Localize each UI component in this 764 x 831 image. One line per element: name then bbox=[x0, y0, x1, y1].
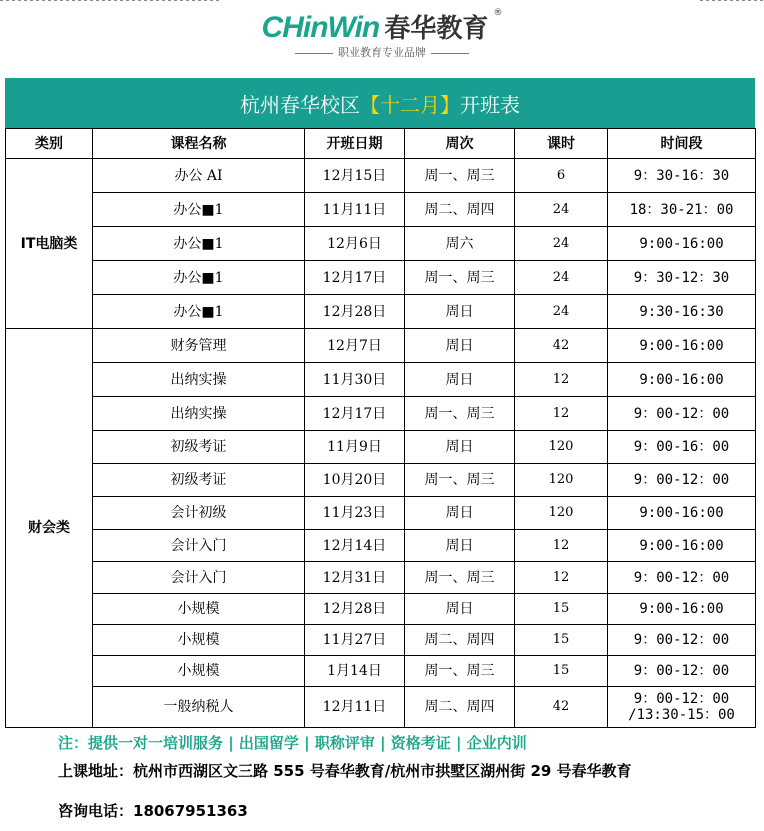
date-cell: 11月30日 bbox=[305, 363, 405, 397]
date-cell: 12月14日 bbox=[305, 530, 405, 562]
time-cell: 9：00-12：00 bbox=[608, 562, 756, 594]
time-cell: 9：00-16：00 bbox=[608, 431, 756, 464]
date-cell: 11月11日 bbox=[305, 193, 405, 227]
hours-cell: 15 bbox=[515, 594, 608, 625]
course-cell: 办公■1 bbox=[93, 193, 305, 227]
hours-cell: 24 bbox=[515, 227, 608, 261]
column-header: 时间段 bbox=[608, 129, 756, 159]
time-cell: 9:00-16:00 bbox=[608, 594, 756, 625]
time-cell: 9：00-12：00 bbox=[608, 625, 756, 656]
course-cell: 小规模 bbox=[93, 594, 305, 625]
course-cell: 小规模 bbox=[93, 656, 305, 687]
phone: 咨询电话：18067951363 bbox=[58, 802, 248, 820]
course-cell: 办公■1 bbox=[93, 227, 305, 261]
table-row bbox=[6, 329, 756, 363]
table-row bbox=[6, 562, 756, 594]
time-cell: 9：30-12：30 bbox=[608, 261, 756, 295]
table-body bbox=[6, 159, 756, 728]
course-cell: 办公■1 bbox=[93, 295, 305, 329]
hours-cell: 120 bbox=[515, 497, 608, 530]
column-header: 开班日期 bbox=[305, 129, 405, 159]
registered-mark: ® bbox=[493, 8, 503, 18]
hours-cell: 12 bbox=[515, 397, 608, 431]
top-dashed-line-left bbox=[0, 0, 220, 1]
time-cell: 9：30-16：30 bbox=[608, 159, 756, 193]
time-cell: 9:00-16:00 bbox=[608, 329, 756, 363]
date-cell: 11月23日 bbox=[305, 497, 405, 530]
table-header-row bbox=[6, 129, 756, 159]
top-dashed-line-right bbox=[700, 0, 764, 1]
weekday-cell: 周一、周三 bbox=[405, 159, 515, 193]
course-cell: 出纳实操 bbox=[93, 397, 305, 431]
hours-cell: 120 bbox=[515, 464, 608, 497]
time-cell: 9:00-16:00 bbox=[608, 497, 756, 530]
title-prefix: 杭州春华校区 bbox=[240, 92, 360, 117]
time-cell: 9：00-12：00 bbox=[608, 656, 756, 687]
course-cell: 办公■1 bbox=[93, 261, 305, 295]
date-cell: 11月9日 bbox=[305, 431, 405, 464]
hours-cell: 15 bbox=[515, 656, 608, 687]
column-header: 周次 bbox=[405, 129, 515, 159]
slogan bbox=[0, 44, 764, 60]
weekday-cell: 周二、周四 bbox=[405, 625, 515, 656]
services-note: 注：提供一对一培训服务 | 出国留学 | 职称评审 | 资格考证 | 企业内训 bbox=[58, 734, 527, 752]
time-cell: 9:30-16:30 bbox=[608, 295, 756, 329]
time-cell: 9：00-12：00 /13:30-15：00 bbox=[608, 687, 756, 728]
logo bbox=[0, 8, 764, 45]
table-row bbox=[6, 227, 756, 261]
hours-cell: 24 bbox=[515, 193, 608, 227]
logo-chinese: 春华教育 bbox=[384, 14, 489, 44]
date-cell: 1月14日 bbox=[305, 656, 405, 687]
date-cell: 12月11日 bbox=[305, 687, 405, 728]
date-cell: 12月31日 bbox=[305, 562, 405, 594]
course-cell: 财务管理 bbox=[93, 329, 305, 363]
table-row bbox=[6, 295, 756, 329]
title-suffix: 开班表 bbox=[460, 92, 520, 117]
hours-cell: 15 bbox=[515, 625, 608, 656]
course-cell: 会计初级 bbox=[93, 497, 305, 530]
course-cell: 办公 AI bbox=[93, 159, 305, 193]
table-row bbox=[6, 363, 756, 397]
table-row bbox=[6, 464, 756, 497]
table-row bbox=[6, 625, 756, 656]
hours-cell: 120 bbox=[515, 431, 608, 464]
weekday-cell: 周日 bbox=[405, 497, 515, 530]
date-cell: 12月17日 bbox=[305, 397, 405, 431]
hours-cell: 12 bbox=[515, 530, 608, 562]
date-cell: 12月7日 bbox=[305, 329, 405, 363]
time-cell: 9:00-16:00 bbox=[608, 363, 756, 397]
course-cell: 一般纳税人 bbox=[93, 687, 305, 728]
table-row bbox=[6, 159, 756, 193]
date-cell: 12月28日 bbox=[305, 295, 405, 329]
time-cell: 9：00-12：00 bbox=[608, 464, 756, 497]
title-month: 【十二月】 bbox=[360, 92, 460, 117]
date-cell: 12月6日 bbox=[305, 227, 405, 261]
hours-cell: 6 bbox=[515, 159, 608, 193]
weekday-cell: 周一、周三 bbox=[405, 656, 515, 687]
weekday-cell: 周一、周三 bbox=[405, 464, 515, 497]
hours-cell: 12 bbox=[515, 562, 608, 594]
table-row bbox=[6, 193, 756, 227]
weekday-cell: 周二、周四 bbox=[405, 687, 515, 728]
table-row bbox=[6, 656, 756, 687]
slogan-text: 职业教育专业品牌 bbox=[338, 46, 426, 59]
date-cell: 11月27日 bbox=[305, 625, 405, 656]
slogan-divider-right bbox=[431, 53, 469, 54]
weekday-cell: 周日 bbox=[405, 295, 515, 329]
weekday-cell: 周日 bbox=[405, 530, 515, 562]
weekday-cell: 周日 bbox=[405, 329, 515, 363]
table-row bbox=[6, 397, 756, 431]
date-cell: 10月20日 bbox=[305, 464, 405, 497]
course-cell: 初级考证 bbox=[93, 464, 305, 497]
category-cell: 财会类 bbox=[6, 329, 93, 728]
weekday-cell: 周一、周三 bbox=[405, 397, 515, 431]
table-row bbox=[6, 594, 756, 625]
hours-cell: 24 bbox=[515, 295, 608, 329]
weekday-cell: 周一、周三 bbox=[405, 261, 515, 295]
weekday-cell: 周日 bbox=[405, 431, 515, 464]
address: 上课地址：杭州市西湖区文三路 555 号春华教育/杭州市拱墅区湖州街 29 号春华教育 bbox=[58, 762, 632, 780]
course-cell: 会计入门 bbox=[93, 530, 305, 562]
date-cell: 12月28日 bbox=[305, 594, 405, 625]
schedule-table bbox=[5, 128, 756, 728]
weekday-cell: 周六 bbox=[405, 227, 515, 261]
category-cell: IT电脑类 bbox=[6, 159, 93, 329]
schedule-title bbox=[5, 78, 755, 128]
course-cell: 会计入门 bbox=[93, 562, 305, 594]
weekday-cell: 周二、周四 bbox=[405, 193, 515, 227]
logo-english: CHinWin bbox=[261, 11, 380, 44]
slogan-divider-left bbox=[295, 53, 333, 54]
hours-cell: 42 bbox=[515, 329, 608, 363]
column-header: 课程名称 bbox=[93, 129, 305, 159]
table-row bbox=[6, 497, 756, 530]
course-cell: 小规模 bbox=[93, 625, 305, 656]
table-row bbox=[6, 687, 756, 728]
table-row bbox=[6, 261, 756, 295]
table-row bbox=[6, 431, 756, 464]
time-cell: 9:00-16:00 bbox=[608, 227, 756, 261]
weekday-cell: 周一、周三 bbox=[405, 562, 515, 594]
time-cell: 18：30-21：00 bbox=[608, 193, 756, 227]
column-header: 课时 bbox=[515, 129, 608, 159]
table-row bbox=[6, 530, 756, 562]
time-cell: 9：00-12：00 bbox=[608, 397, 756, 431]
hours-cell: 24 bbox=[515, 261, 608, 295]
weekday-cell: 周日 bbox=[405, 594, 515, 625]
course-cell: 出纳实操 bbox=[93, 363, 305, 397]
time-cell: 9:00-16:00 bbox=[608, 530, 756, 562]
hours-cell: 12 bbox=[515, 363, 608, 397]
date-cell: 12月17日 bbox=[305, 261, 405, 295]
date-cell: 12月15日 bbox=[305, 159, 405, 193]
weekday-cell: 周日 bbox=[405, 363, 515, 397]
column-header: 类别 bbox=[6, 129, 93, 159]
hours-cell: 42 bbox=[515, 687, 608, 728]
course-cell: 初级考证 bbox=[93, 431, 305, 464]
